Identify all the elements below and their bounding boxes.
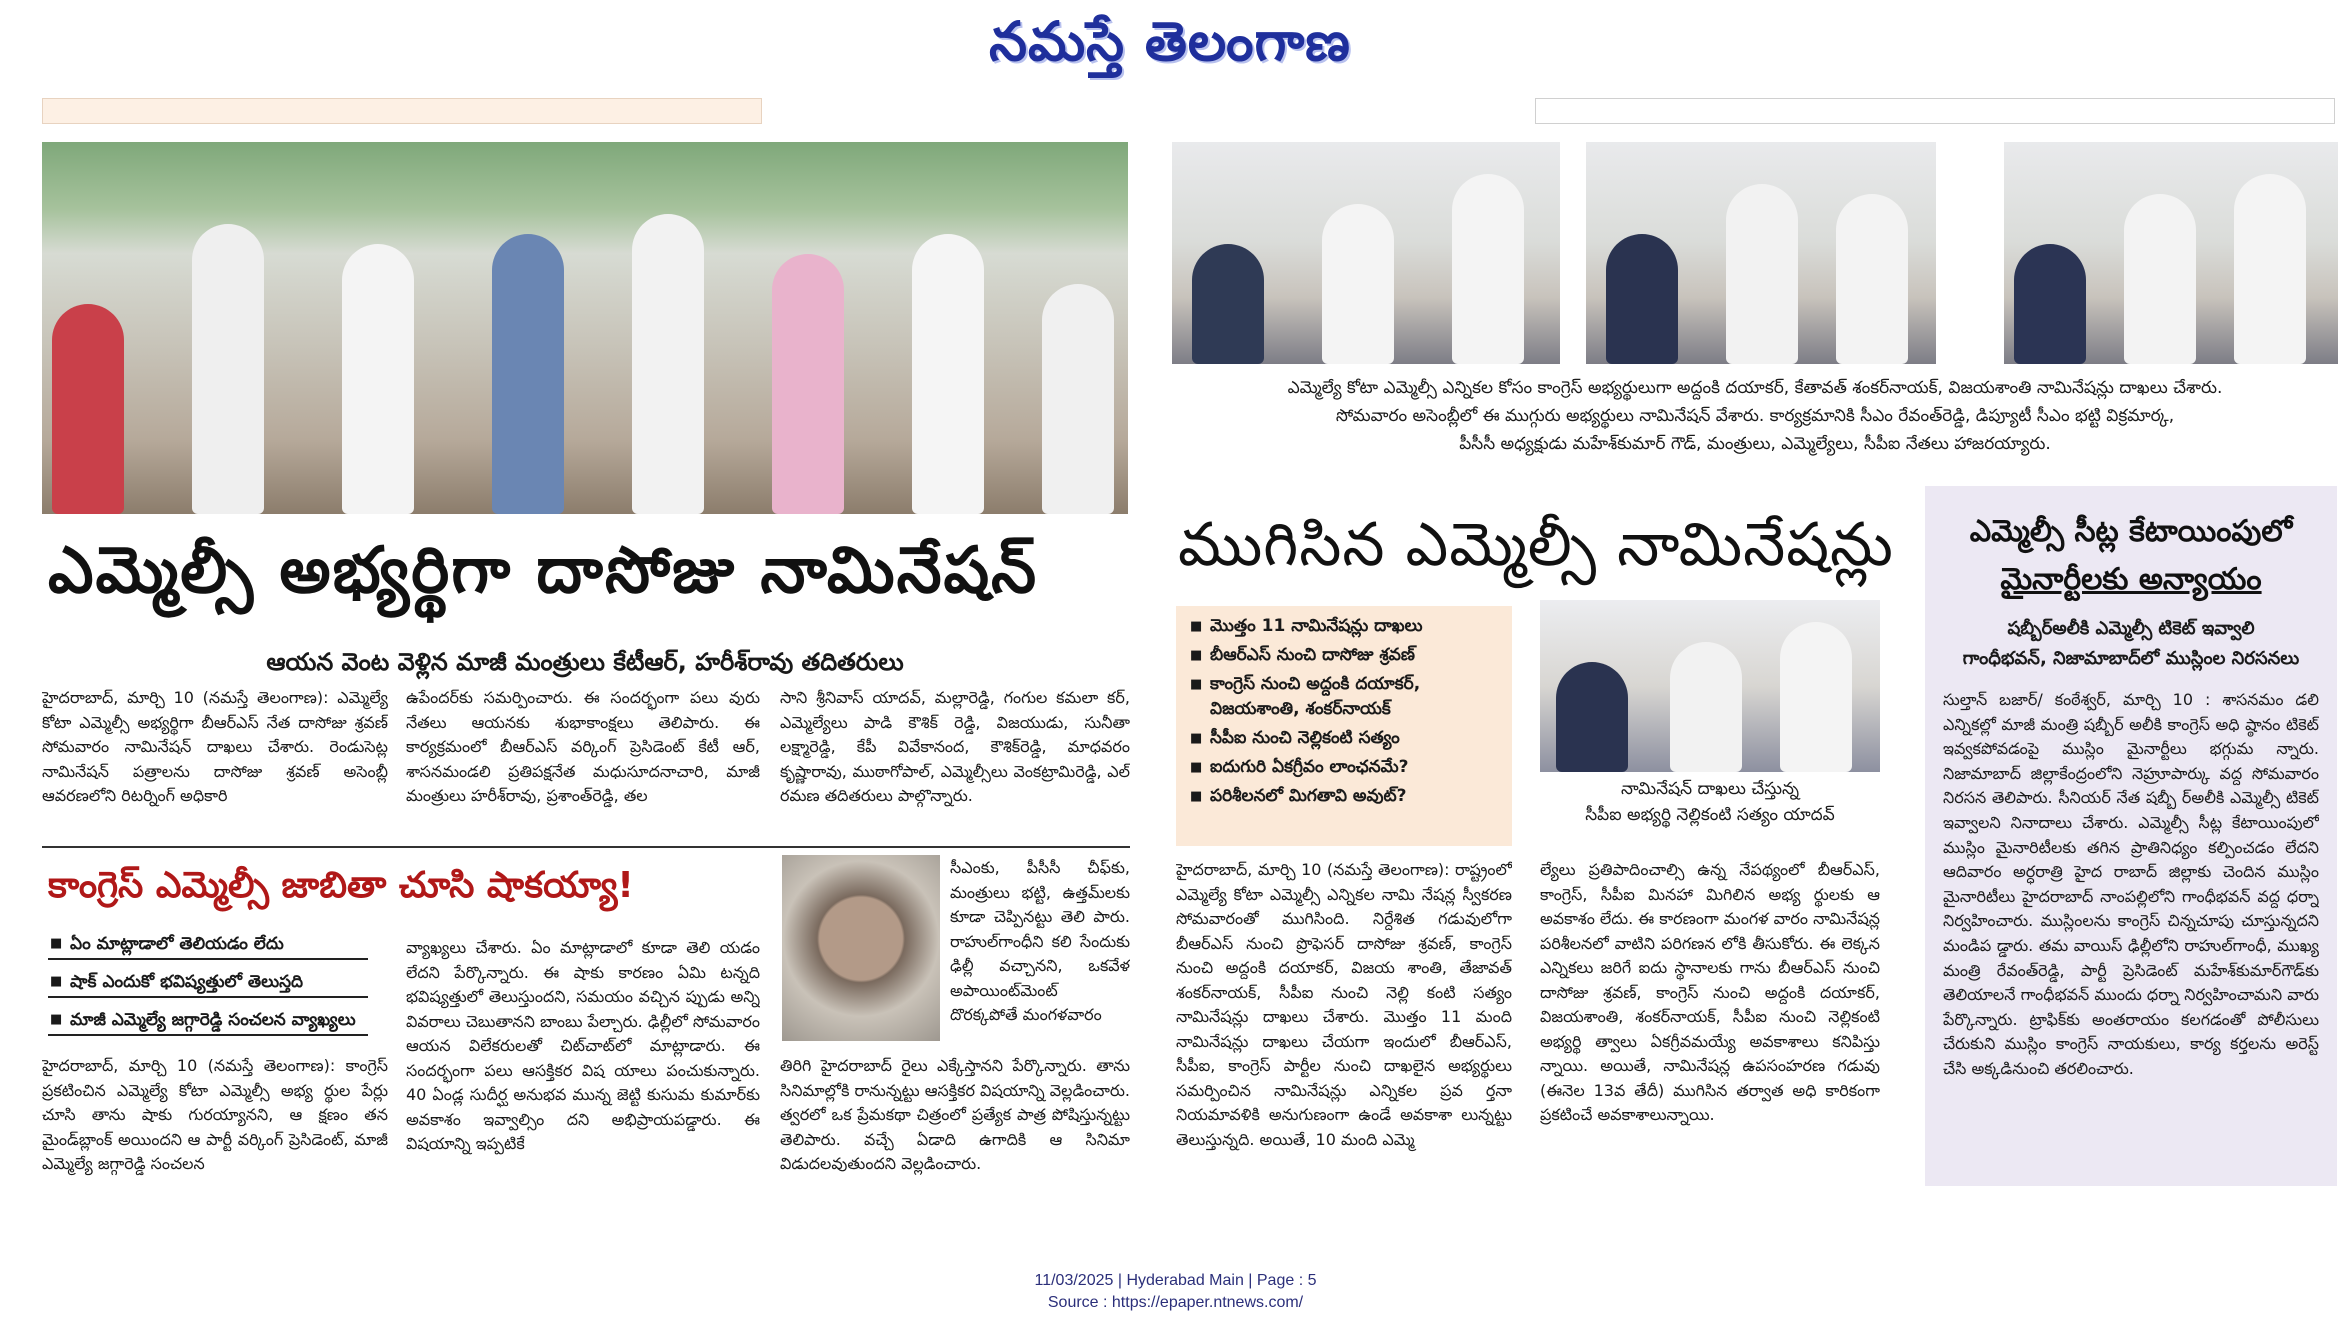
main-photo — [42, 142, 1128, 514]
edition-info: 11/03/2025 | Hyderabad Main | Page : 5 — [1034, 1272, 1317, 1289]
congress-nomination-photo-1 — [1172, 142, 1560, 364]
congress-nomination-photo-3 — [2004, 142, 2338, 364]
bottom-story-headline: కాంగ్రెస్‌ ఎమ్మెల్సీ జాబితా చూసి షాకయ్యా! — [48, 865, 634, 906]
sidebar-subhead-line: గాంధీభవన్‌, నిజామాబాద్‌లో ముస్లింల నిరసనలు — [1962, 648, 2300, 669]
kicker-item: ■ షాక్‌ ఎందుకో భవిష్యత్తులో తెలుస్తది — [48, 970, 368, 998]
bullet-item: ■ బీఆర్‌ఎస్‌ నుంచి దాసోజు శ్రవణ్‌ — [1188, 643, 1500, 668]
bottom-story-col-2: వ్యాఖ్యలు చేశారు. ఏం మాట్లాడాలో కూడా తెలి యడం లేదని పేర్కొన్నారు. ఈ షాకు కారణం ఏమి టన్నది భవిష్యత్తులో తెలుస్తుందని, సమయం వచ్చిన ప్పుడు అన్ని వివరాలు చెబుతానని బాంబు పేల్చారు. ఢిల్లీలో సోమవారం ఆయన విలేకరులతో చిట్‌చాట్‌లో మాట్లాడారు. ఈ సందర్భంగా పలు ఆసక్తికర విష యాలు పంచుకున్నారు. 40 ఏండ్ల సుదీర్ఘ అనుభవ మున్న జెట్టి కుసుమ కుమార్‌కు అవకాశం ఇవ్వాల్సిం దని అభిప్రాయపడ్డారు. ఈ విషయాన్ని ఇప్పటికే — [406, 938, 760, 1153]
minority-story-sidebar — [1925, 486, 2337, 1186]
bottom-story-col-1: హైదరాబాద్‌, మార్చి 10 (నమస్తే తెలంగాణ): కాంగ్రెస్‌ ప్రకటించిన ఎమ్మెల్యే కోటా ఎమ్మెల్సీ అభ్య ర్థుల పేర్లు చూసి తాను షాకు గురయ్యానని, ఆ క్షణం తన మైండ్‌బ్లాంక్‌ అయిందని ఆ పార్టీ వర్కింగ్‌ ప్రెసిడెంట్‌, మాజీ ఎమ్మెల్యే జగ్గారెడ్డి సంచలన — [42, 1056, 388, 1173]
bullet-item: ■ పరిశీలనలో మిగతావి అవుట్‌? — [1188, 784, 1500, 809]
caption-line: ఎమ్మెల్యే కోటా ఎమ్మెల్సీ ఎన్నికల కోసం కాంగ్రెస్‌ అభ్యర్థులుగా అద్దంకి దయాకర్‌, కేతావత్‌ శంకర్‌నాయక్‌, విజయశాంతి నామినేషన్లు దాఖలు చేశారు. — [1287, 378, 2223, 398]
left-story-col-1: హైదరాబాద్‌, మార్చి 10 (నమస్తే తెలంగాణ): ఎమ్మెల్యే కోటా ఎమ్మెల్సీ అభ్యర్థిగా బీఆర్‌ఎస్‌ నేత దాసోజు శ్రవణ్‌ సోమవారం నామినేషన్‌ దాఖలు చేశారు. రెండుసెట్ల నామినేషన్‌ పత్రాలను దాసోజు శ్రవణ్‌ అసెంబ్లీ ఆవరణలోని రిటర్నింగ్‌ అధికారి — [42, 688, 388, 805]
caption-line: సోమవారం అసెంబ్లీలో ఈ ముగ్గురు అభ్యర్థులు నామినేషన్‌ వేశారు. కార్యక్రమానికి సీఎం రేవంత్‌రెడ్డి, డిప్యూటీ సీఎం భట్టి విక్రమార్క, — [1335, 406, 2175, 426]
sidebar-subhead-line: షబ్బీర్‌అలీకి ఎమ్మెల్సీ టికెట్‌ ఇవ్వాలి — [2007, 618, 2255, 639]
left-story-subhead: ఆయన వెంట వెళ్లిన మాజీ మంత్రులు కేటీఆర్‌, హరీశ్‌రావు తదితరులు — [266, 648, 904, 676]
top-strip-right — [1535, 98, 2335, 124]
photo-caption-top — [1172, 374, 2338, 458]
caption-line: నామినేషన్‌ దాఖలు చేస్తున్న — [1620, 779, 1800, 799]
page-footer — [0, 1270, 2351, 1314]
center-story-col-1: హైదరాబాద్‌, మార్చి 10 (నమస్తే తెలంగాణ): రాష్ట్రంలో ఎమ్మెల్యే కోటా ఎమ్మెల్సీ ఎన్నికల నామి నేషన్ల స్వీకరణ సోమవారంతో ముగిసింది. నిర్దేశిత గడువులోగా బీఆర్‌ఎస్‌ నుంచి ప్రొఫెసర్‌ దాసోజు శ్రవణ్‌, కాంగ్రెస్‌ నుంచి అద్దంకి దయాకర్‌, విజయ శాంతి, తేజావత్‌ శంకర్‌నాయక్‌, సీపీఐ నుంచి నెల్లి కంటి సత్యం నామినేషన్లు దాఖలు చేశారు. మొత్తం 11 మంది నామినేషన్లు దాఖలు చేయగా ఇందులో బీఆర్‌ఎస్‌, సీపీఐ, కాంగ్రెస్‌ పార్టీల నుంచి దాఖలైన అభ్యర్థులు సమర్పించిన నామినేషన్లు ఎన్నికల ప్రవ ర్తనా నియమావళికి అనుగుణంగా ఉండే అవకాశా లున్నట్టు తెలుస్తున్నది. అయితే, 10 మంది ఎమ్మె — [1176, 860, 1512, 1149]
cpi-nomination-photo — [1540, 600, 1880, 772]
caption-line: సీపీఐ అభ్యర్థి నెల్లికంటి సత్యం యాదవ్‌ — [1585, 805, 1835, 825]
sidebar-title — [1939, 508, 2323, 604]
left-story-col-3: సాని శ్రీనివాస్‌ యాదవ్‌, మల్లారెడ్డి, గంగుల కమలా కర్‌, ఎమ్మెల్యేలు పాడి కౌశిక్‌ రెడ్డి, విజయుడు, సునీతా లక్ష్మారెడ్డి, కేపీ వివేకానంద, కౌశిక్‌రెడ్డి, మాధవరం కృష్ణారావు, ముఠాగోపాల్‌, ఎమ్మెల్సీలు వెంకట్రామిరెడ్డి, ఎల్‌ రమణ తదితరులు పాల్గొన్నారు. — [780, 688, 1130, 805]
sidebar-title-line: ఎమ్మెల్సీ సీట్ల కేటాయింపులో — [1969, 514, 2293, 549]
bullet-item: ■ ఐదుగురి ఏకగ్రీవం లాంఛనమే? — [1188, 755, 1500, 780]
bullet-item: ■ సీపీఐ నుంచి నెల్లికంటి సత్యం — [1188, 726, 1500, 751]
left-story-headline: ఎమ్మెల్సీ అభ్యర్థిగా దాసోజు నామినేషన్ — [48, 534, 1039, 608]
top-strip-left — [42, 98, 762, 124]
masthead — [0, 0, 2351, 90]
kicker-item: ■ ఏం మాట్లాడాలో తెలియడం లేదు — [48, 932, 368, 960]
kicker-item: ■ మాజీ ఎమ్మెల్యే జగ్గారెడ్డి సంచలన వ్యాఖ్యలు — [48, 1008, 368, 1036]
jaggareddy-portrait — [782, 855, 940, 1041]
source-link[interactable]: Source : https://epaper.ntnews.com/ — [1047, 1294, 1304, 1311]
center-story-col-2: ల్యేలు ప్రతిపాదించాల్సి ఉన్న నేపథ్యంలో బీఆర్‌ఎస్‌, కాంగ్రెస్‌, సీపీఐ మినహా మిగిలిన అభ్య ర్థులకు ఆ అవకాశం లేదు. ఈ కారణంగా మంగళ వారం నామినేషన్ల పరిశీలనలో వాటిని పరిగణన లోకి తీసుకోరు. ఈ లెక్కన ఎన్నికలు జరిగే ఐదు స్థానాలకు గాను బీఆర్‌ఎస్‌ నుంచి దాసోజు శ్రవణ్‌, కాంగ్రెస్‌ నుంచి అద్దంకి దయాకర్‌, విజయశాంతి, శంకర్‌నాయక్‌, సీపీఐ నుంచి నెల్లికంటి అభ్యర్థి త్వాలు ఏకగ్రీవమయ్యే అవకాశాలు కనిపిస్తు న్నాయి. అయితే, నామినేషన్ల ఉపసంహరణ గడువు (ఈనెల 13వ తేదీ) ముగిసిన తర్వాత అధి కారికంగా ప్రకటించే అవకాశాలున్నాయి. — [1540, 860, 1880, 1124]
sidebar-body: సుల్తాన్‌ బజార్‌/ కంఠేశ్వర్‌, మార్చి 10 : శాసనమం డలి ఎన్నికల్లో మాజీ మంత్రి షబ్బీర్‌ అలీకి కాంగ్రెస్‌ అధి ష్ఠానం టికెట్‌ ఇవ్వకపోవడంపై ముస్లిం మైనార్టీలు భగ్గుమ న్నారు. నిజామాబాద్‌ జిల్లాకేంద్రంలోని నెహ్రూపార్కు వద్ద సోమవారం నిరసన తెలిపారు. సీనియర్‌ నేత షబ్బీ ర్‌అలీకి ఎమ్మెల్సీ టికెట్‌ ఇవ్వాలని నినాదాలు చేశారు. ఎమ్మెల్సీ సీట్ల కేటాయింపులో ముస్లిం మైనారిటీలకు తగిన ప్రాతినిధ్యం కల్పించడం లేదని ఆదివారం అర్ధరాత్రి హైద రాబాద్‌ జిల్లాకు చెందిన ముస్లిం మైనారిటీలు హైదరాబాద్‌ నాంపల్లిలోని గాంధీభవన్‌ వద్ద ధర్నా నిర్వహించారు. ముస్లింలను కాంగ్రెస్‌ చిన్నచూపు చూస్తున్నదని మండిప డ్డారు. తమ వాయిస్‌ ఢిల్లీలోని రాహుల్‌గాంధీ, ముఖ్య మంత్రి రేవంత్‌రెడ్డి, పార్టీ ప్రెసిడెంట్‌ మహేశ్‌కుమార్‌గౌడ్‌కు తెలియాలనే గాంధీభవన్‌ ముందు ధర్నా నిర్వహించామని వారు పేర్కొన్నారు. ట్రాఫిక్‌కు అంతరాయం కలగడంతో పోలీసులు చేరుకుని ముస్లిం కాంగ్రెస్‌ నాయకులు, కార్య కర్తలను అరెస్ట్‌ చేసి అక్కడినుంచి తరలించారు. — [1943, 690, 2319, 1078]
sidebar-title-line: మైనార్టీలకు అన్యాయం — [2000, 562, 2262, 597]
center-story-headline: ముగిసిన ఎమ్మెల్సీ నామినేషన్లు — [1178, 510, 1894, 580]
bullet-item: ■ కాంగ్రెస్‌ నుంచి అద్దంకి దయాకర్‌, విజయశాంతి, శంకర్‌నాయక్‌ — [1188, 672, 1500, 722]
sidebar-subhead — [1939, 614, 2323, 674]
center-story-bullets — [1176, 606, 1512, 846]
left-story-col-2: ఉపేందర్‌కు సమర్పించారు. ఈ సందర్భంగా పలు వురు నేతలు ఆయనకు శుభాకాంక్షలు తెలిపారు. ఈ కార్యక్రమంలో బీఆర్‌ఎస్‌ వర్కింగ్‌ ప్రెసిడెంట్‌ కేటీ ఆర్‌, శాసనమండలి ప్రతిపక్షనేత మధుసూదనాచారి, మాజీ మంత్రులు హరీశ్‌రావు, ప్రశాంత్‌రెడ్డి, తల — [406, 688, 760, 805]
newspaper-logo: నమస్తే తెలంగాణ — [989, 9, 1351, 73]
caption-line: పీసీసీ అధ్యక్షుడు మహేశ్‌కుమార్‌ గౌడ్‌, మంత్రులు, ఎమ్మెల్యేలు, సీపీఐ నేతలు హాజరయ్యారు. — [1459, 434, 2051, 454]
congress-nomination-photo-2 — [1586, 142, 1936, 364]
bottom-story-kickers — [48, 932, 368, 1046]
bottom-story-col-3b: తిరిగి హైదరాబాద్‌ రైలు ఎక్కేస్తానని పేర్కొన్నారు. తాను సినిమాల్లోకి రానున్నట్టు ఆసక్తికర విషయాన్ని వెల్లడించారు. త్వరలో ఒక ప్రేమకథా చిత్రంలో ప్రత్యేక పాత్ర పోషిస్తున్నట్టు తెలిపారు. వచ్చే ఏడాది ఉగాదికి ఆ సినిమా విడుదలవుతుందని వెల్లడించారు. — [780, 1056, 1130, 1173]
bottom-story-col-3a: సీఎంకు, పీసీసీ చీఫ్‌కు, మంత్రులు భట్టి, ఉత్తమ్‌లకు కూడా చెప్పినట్టు తెలి పారు. రాహుల్‌గాంధీని కలి సేందుకు ఢిల్లీ వచ్చానని, ఒకవేళ అపాయింట్‌మెంట్‌ దొరక్కపోతే మంగళవారం — [950, 858, 1130, 1024]
cpi-photo-caption — [1540, 776, 1880, 828]
divider-left — [42, 846, 1130, 848]
bullet-item: ■ మొత్తం 11 నామినేషన్లు దాఖలు — [1188, 614, 1500, 639]
